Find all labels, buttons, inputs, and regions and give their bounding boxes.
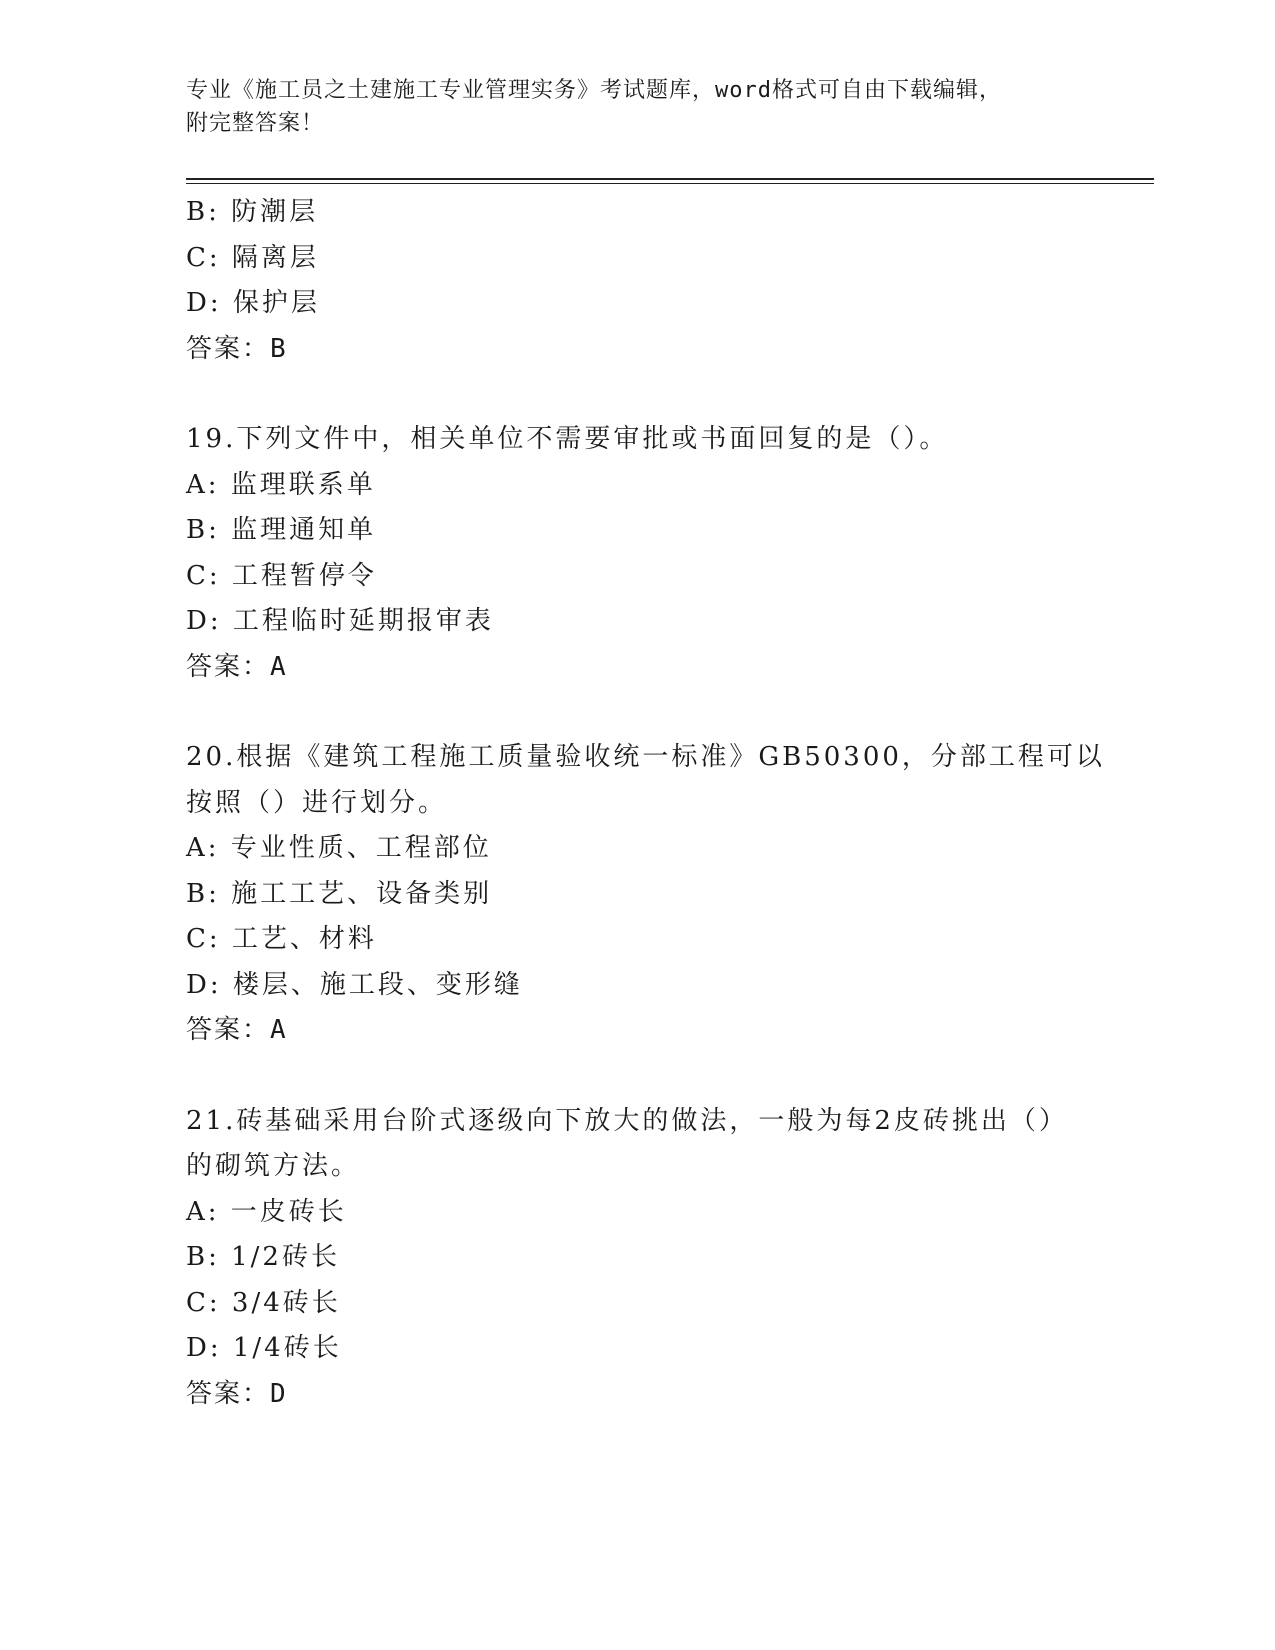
question-stem: 19.下列文件中，相关单位不需要审批或书面回复的是（）。 [186, 424, 949, 454]
answer-label: 答案： [186, 1378, 271, 1409]
question-stem-line-1: 20.根据《建筑工程施工质量验收统一标准》GB50300，分部工程可以 [186, 742, 1105, 772]
spacer [186, 690, 1086, 735]
answer-label: 答案： [186, 651, 271, 682]
option-b: B: 施工工艺、设备类别 [186, 878, 493, 909]
answer-line [186, 645, 1086, 691]
option-b: B: 防潮层 [186, 197, 319, 227]
header-divider-thin [186, 183, 1154, 184]
option-c: C: 3/4砖长 [186, 1287, 341, 1318]
option-d: D: 工程临时延期报审表 [186, 606, 494, 636]
question-list [186, 190, 1105, 1417]
question-20 [186, 735, 1105, 1054]
answer-line [186, 1372, 1086, 1418]
answer-line [186, 1008, 1086, 1054]
question-21 [186, 1099, 1086, 1418]
answer-label: 答案： [186, 333, 271, 364]
option-b: B: 监理通知单 [186, 515, 377, 545]
answer-line [186, 327, 1086, 373]
option-b: B: 1/2砖长 [186, 1242, 340, 1272]
header-line-1: 专业《施工员之土建施工专业管理实务》考试题库，word格式可自由下载编辑， [186, 78, 1002, 103]
answer-label: 答案： [186, 1015, 271, 1045]
option-d: D: 1/4砖长 [186, 1333, 342, 1363]
spacer [186, 1054, 1086, 1099]
option-d: D: 楼层、施工段、变形缝 [186, 969, 523, 1000]
question-18-continued [186, 190, 1086, 372]
answer-value: D [270, 1378, 288, 1409]
option-d: D: 保护层 [186, 288, 320, 318]
document-header [186, 74, 1086, 140]
spacer [186, 372, 1086, 417]
option-c: C: 隔离层 [186, 242, 319, 273]
answer-value: B [270, 333, 288, 364]
option-c: C: 工程暂停令 [186, 560, 377, 591]
answer-value: A [270, 651, 288, 682]
question-stem-line-2: 的砌筑方法。 [186, 1151, 361, 1181]
option-c: C: 工艺、材料 [186, 924, 377, 954]
header-line-2: 附完整答案！ [186, 111, 325, 136]
option-a: A: 监理联系单 [186, 469, 376, 500]
header-divider-thick [186, 178, 1154, 180]
question-stem-line-2: 按照（）进行划分。 [186, 787, 448, 818]
answer-value: A [270, 1015, 288, 1045]
option-a: A: 一皮砖长 [186, 1196, 347, 1227]
question-stem-line-1: 21.砖基础采用台阶式逐级向下放大的做法，一般为每2皮砖挑出（） [186, 1105, 1068, 1136]
question-19 [186, 417, 1086, 690]
option-a: A: 专业性质、工程部位 [186, 833, 492, 863]
